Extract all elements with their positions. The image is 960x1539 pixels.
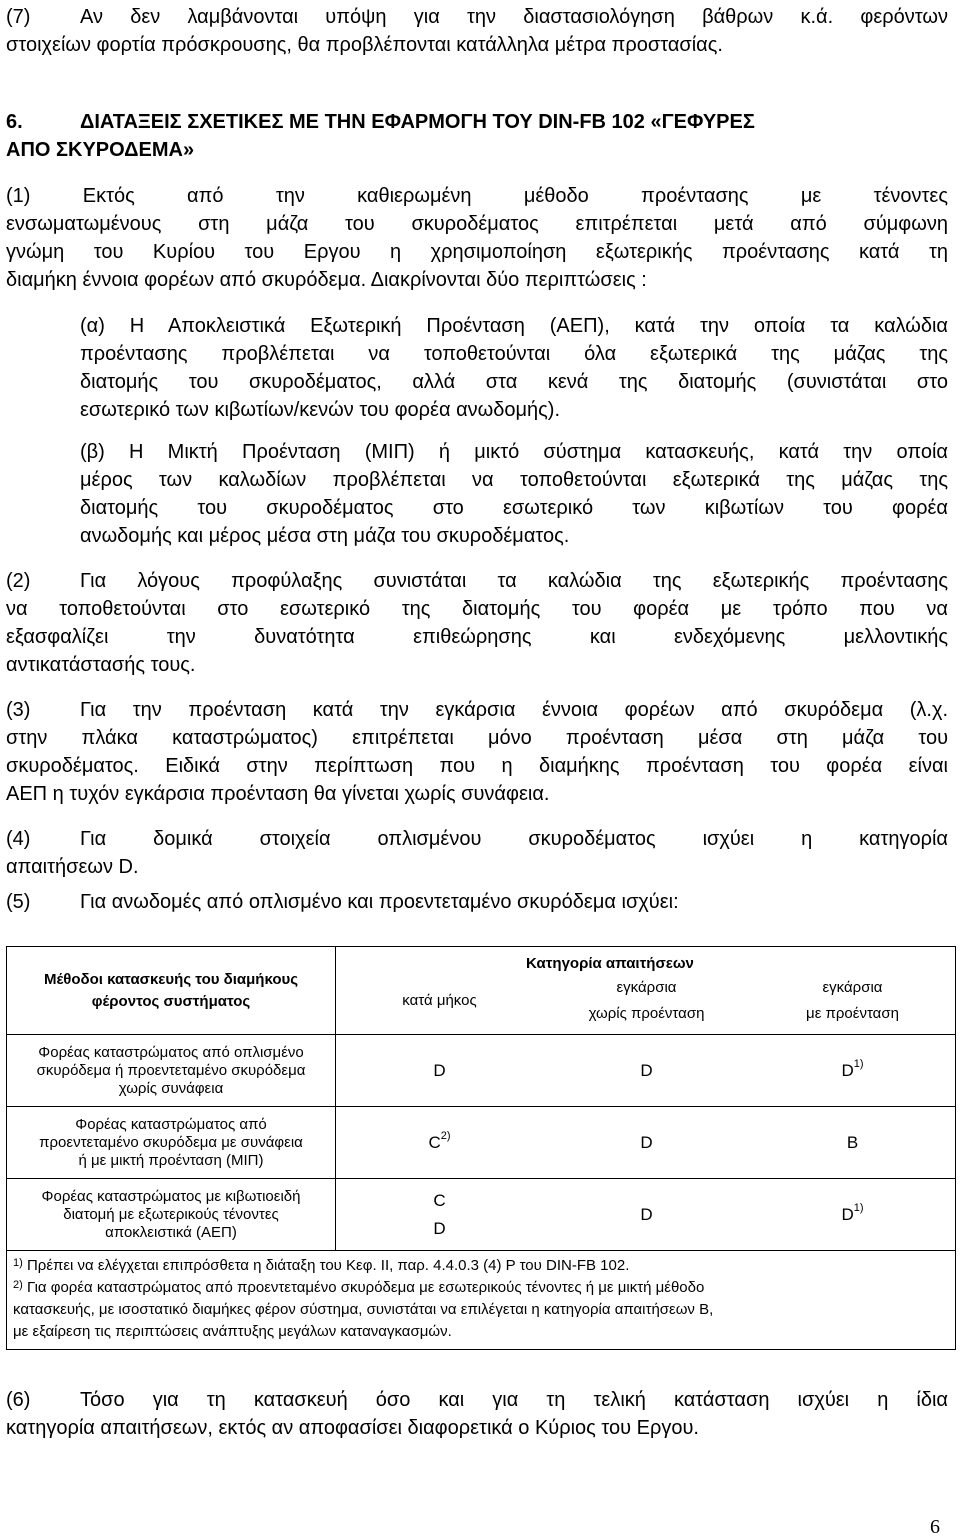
- section-title: ΑΠΟ ΣΚΥΡΟΔΕΜΑ»: [6, 139, 195, 161]
- paragraph-text: ενσωματωμένους στη μάζα του σκυροδέματος επιτρέπεται μετά από σύμφωνη: [6, 213, 948, 235]
- col-transverse-prestress: εγκάρσια με προένταση: [806, 979, 899, 1022]
- subparagraph-b: [80, 438, 948, 550]
- section-number: 6.: [6, 111, 23, 133]
- table-footnotes: [7, 1251, 956, 1350]
- paragraph-4: [6, 825, 948, 881]
- col-longitudinal: κατά μήκος: [402, 992, 477, 1009]
- paragraph-text: προέντασης προβλέπεται να τοποθετούνται όλα εξωτερικά της μάζας της: [80, 343, 948, 365]
- paragraph-text: εξασφαλίζει την δυνατότητα επιθεώρησης και ενδεχόμενης μελλοντικής: [6, 626, 948, 648]
- method-cell: Φορέας καταστρώματος με κιβωτιοειδή διατομή με εξωτερικούς τένοντες αποκλειστικά (ΑΕΠ): [7, 1179, 336, 1251]
- paragraph-text: μέρος των καλωδίων προβλέπεται να τοποθετούνται εξωτερικά της μάζας της: [80, 469, 948, 491]
- paragraph-text: αντικατάστασής τους.: [6, 654, 196, 676]
- footnote-1: $^{1)}$ Πρέπει να ελέγχεται επιπρόσθετα η διάταξη του Κεφ. ΙΙ, παρ. 4.4.0.3 (4) Ρ του DIN-FB 102.: [13, 1257, 630, 1274]
- paragraph-number: (7): [6, 6, 31, 28]
- paragraph-3: [6, 696, 948, 808]
- paragraph-text: διατομής του σκυροδέματος στο εσωτερικό των κιβωτίων του φορέα: [80, 497, 948, 519]
- paragraph-text: Τόσο για τη κατασκευή όσο και για τη τελική κατάσταση ισχύει η ίδια: [80, 1389, 948, 1411]
- paragraph-7: [6, 3, 948, 59]
- method-cell: Φορέας καταστρώματος από προεντεταμένο σκυρόδεμα με συνάφεια ή με μικτή προένταση (ΜΙΠ): [7, 1107, 336, 1179]
- paragraph-text: κατηγορία απαιτήσεων, εκτός αν αποφασίσει διαφορετικά ο Κύριος του Εργου.: [6, 1417, 699, 1439]
- value-longitudinal: D: [433, 1060, 446, 1080]
- paragraph-text: στην πλάκα καταστρώματος) επιτρέπεται μόνο προένταση μέσα στη μάζα του: [6, 727, 948, 749]
- value-transverse-no-prestress: D: [640, 1060, 653, 1080]
- paragraph-text: (β) Η Μικτή Προένταση (ΜΙΠ) ή μικτό σύστημα κατασκευής, κατά την οποία: [80, 441, 948, 463]
- table-row: [7, 1179, 956, 1251]
- paragraph-text: να τοποθετούνται στο εσωτερικό της διατομής του φορέα με τρόπο που να: [6, 598, 948, 620]
- paragraph-5: [6, 888, 948, 916]
- section-title: ΔΙΑΤΑΞΕΙΣ ΣΧΕΤΙΚΕΣ ΜΕ ΤΗΝ ΕΦΑΡΜΟΓΗ ΤΟΥ DIN-FB 102 «ΓΕΦΥΡΕΣ: [80, 111, 755, 133]
- requirements-table: [6, 946, 956, 1350]
- paragraph-text: εσωτερικό των κιβωτίων/κενών του φορέα ανωδομής).: [80, 399, 561, 421]
- value-transverse-no-prestress: D: [640, 1132, 653, 1152]
- paragraph-2: [6, 567, 948, 679]
- paragraph-6: [6, 1386, 948, 1442]
- paragraph-text: (1) Εκτός από την καθιερωμένη μέθοδο προέντασης με τένοντες: [6, 185, 948, 207]
- section-heading: [6, 108, 948, 164]
- paragraph-text: ανωδομής και μέρος μέσα στη μάζα του σκυροδέματος.: [80, 525, 570, 547]
- paragraph-number: (3): [6, 699, 31, 721]
- value-transverse-prestress: B: [846, 1132, 859, 1152]
- subparagraph-a: [80, 312, 948, 424]
- paragraph-text: ΑΕΠ η τυχόν εγκάρσια προένταση θα γίνεται χωρίς συνάφεια.: [6, 783, 550, 805]
- paragraph-number: (5): [6, 891, 31, 913]
- paragraph-text: (α) Η Αποκλειστικά Εξωτερική Προένταση (ΑΕΠ), κατά την οποία τα καλώδια: [80, 315, 948, 337]
- table-row: [7, 1035, 956, 1107]
- paragraph-number: (6): [6, 1389, 31, 1411]
- category-header: Κατηγορία απαιτήσεων: [526, 955, 694, 972]
- method-header: Μέθοδοι κατασκευής του διαμήκους φέροντος συστήματος: [7, 947, 336, 1035]
- footnote-2-cont: με εξαίρεση τις περιπτώσεις ανάπτυξης μεγάλων καταναγκασμών.: [13, 1323, 452, 1340]
- paragraph-text: Για δομικά στοιχεία οπλισμένου σκυροδέματος ισχύει η κατηγορία: [80, 828, 948, 850]
- paragraph-text: διαμήκη έννοια φορέων από σκυρόδεμα. Διακρίνονται δύο περιπτώσεις :: [6, 269, 647, 291]
- category-header-cell: [336, 947, 956, 1035]
- table-header-row: [7, 947, 956, 1035]
- paragraph-text: στοιχείων φορτία πρόσκρουσης, θα προβλέπονται κατάλληλα μέτρα προστασίας.: [6, 34, 723, 56]
- paragraph-number: (4): [6, 828, 31, 850]
- value-transverse-prestress: $D^{1)}$: [841, 1201, 864, 1224]
- footnote-ref: 1): [853, 1201, 864, 1214]
- paragraph-text: Για λόγους προφύλαξης συνιστάται τα καλώδια της εξωτερικής προέντασης: [80, 570, 948, 592]
- value-longitudinal: $C^{2)}$: [428, 1129, 451, 1152]
- paragraph-1: [6, 182, 948, 294]
- paragraph-text: απαιτήσεων D.: [6, 856, 139, 878]
- table-footnotes-row: [7, 1251, 956, 1350]
- paragraph-text: γνώμη του Κυρίου του Εργου η χρησιμοποίηση εξωτερικής προέντασης κατά τη: [6, 241, 948, 263]
- value-transverse-prestress: $D^{1)}$: [841, 1057, 864, 1080]
- value-longitudinal: C D: [433, 1190, 446, 1238]
- paragraph-text: Για ανωδομές από οπλισμένο και προεντεταμένο σκυρόδεμα ισχύει:: [80, 891, 679, 913]
- col-transverse-no-prestress: εγκάρσια χωρίς προένταση: [588, 979, 705, 1022]
- footnote-ref: 1): [853, 1057, 864, 1070]
- paragraph-text: διατομής του σκυροδέματος, αλλά στα κενά της διατομής (συνιστάται στο: [80, 371, 948, 393]
- value-transverse-no-prestress: D: [640, 1204, 653, 1224]
- footnote-2-cont: κατασκευής, με ισοστατικό διαμήκες φέρον σύστημα, συνιστάται να επιλέγεται η κατηγορία απαιτήσεων B,: [13, 1301, 714, 1318]
- method-cell: Φορέας καταστρώματος από οπλισμένο σκυρόδεμα ή προεντεταμένο σκυρόδεμα χωρίς συνάφεια: [7, 1035, 336, 1107]
- footnote-2: $^{2)}$ Για φορέα καταστρώματος από προεντεταμένο σκυρόδεμα με εσωτερικούς τένοντες ή με μικτή μέθοδο: [13, 1279, 705, 1296]
- page-number: 6: [930, 1516, 940, 1538]
- footnote-ref: 2): [440, 1129, 451, 1142]
- paragraph-text: Αν δεν λαμβάνονται υπόψη για την διαστασιολόγηση βάθρων κ.ά. φερόντων: [80, 6, 948, 28]
- paragraph-number: (2): [6, 570, 31, 592]
- table-row: [7, 1107, 956, 1179]
- paragraph-text: σκυροδέματος. Ειδικά στην περίπτωση που η διαμήκης προένταση του φορέα είναι: [6, 755, 948, 777]
- paragraph-text: Για την προένταση κατά την εγκάρσια έννοια φορέων από σκυρόδεμα (λ.χ.: [80, 699, 948, 721]
